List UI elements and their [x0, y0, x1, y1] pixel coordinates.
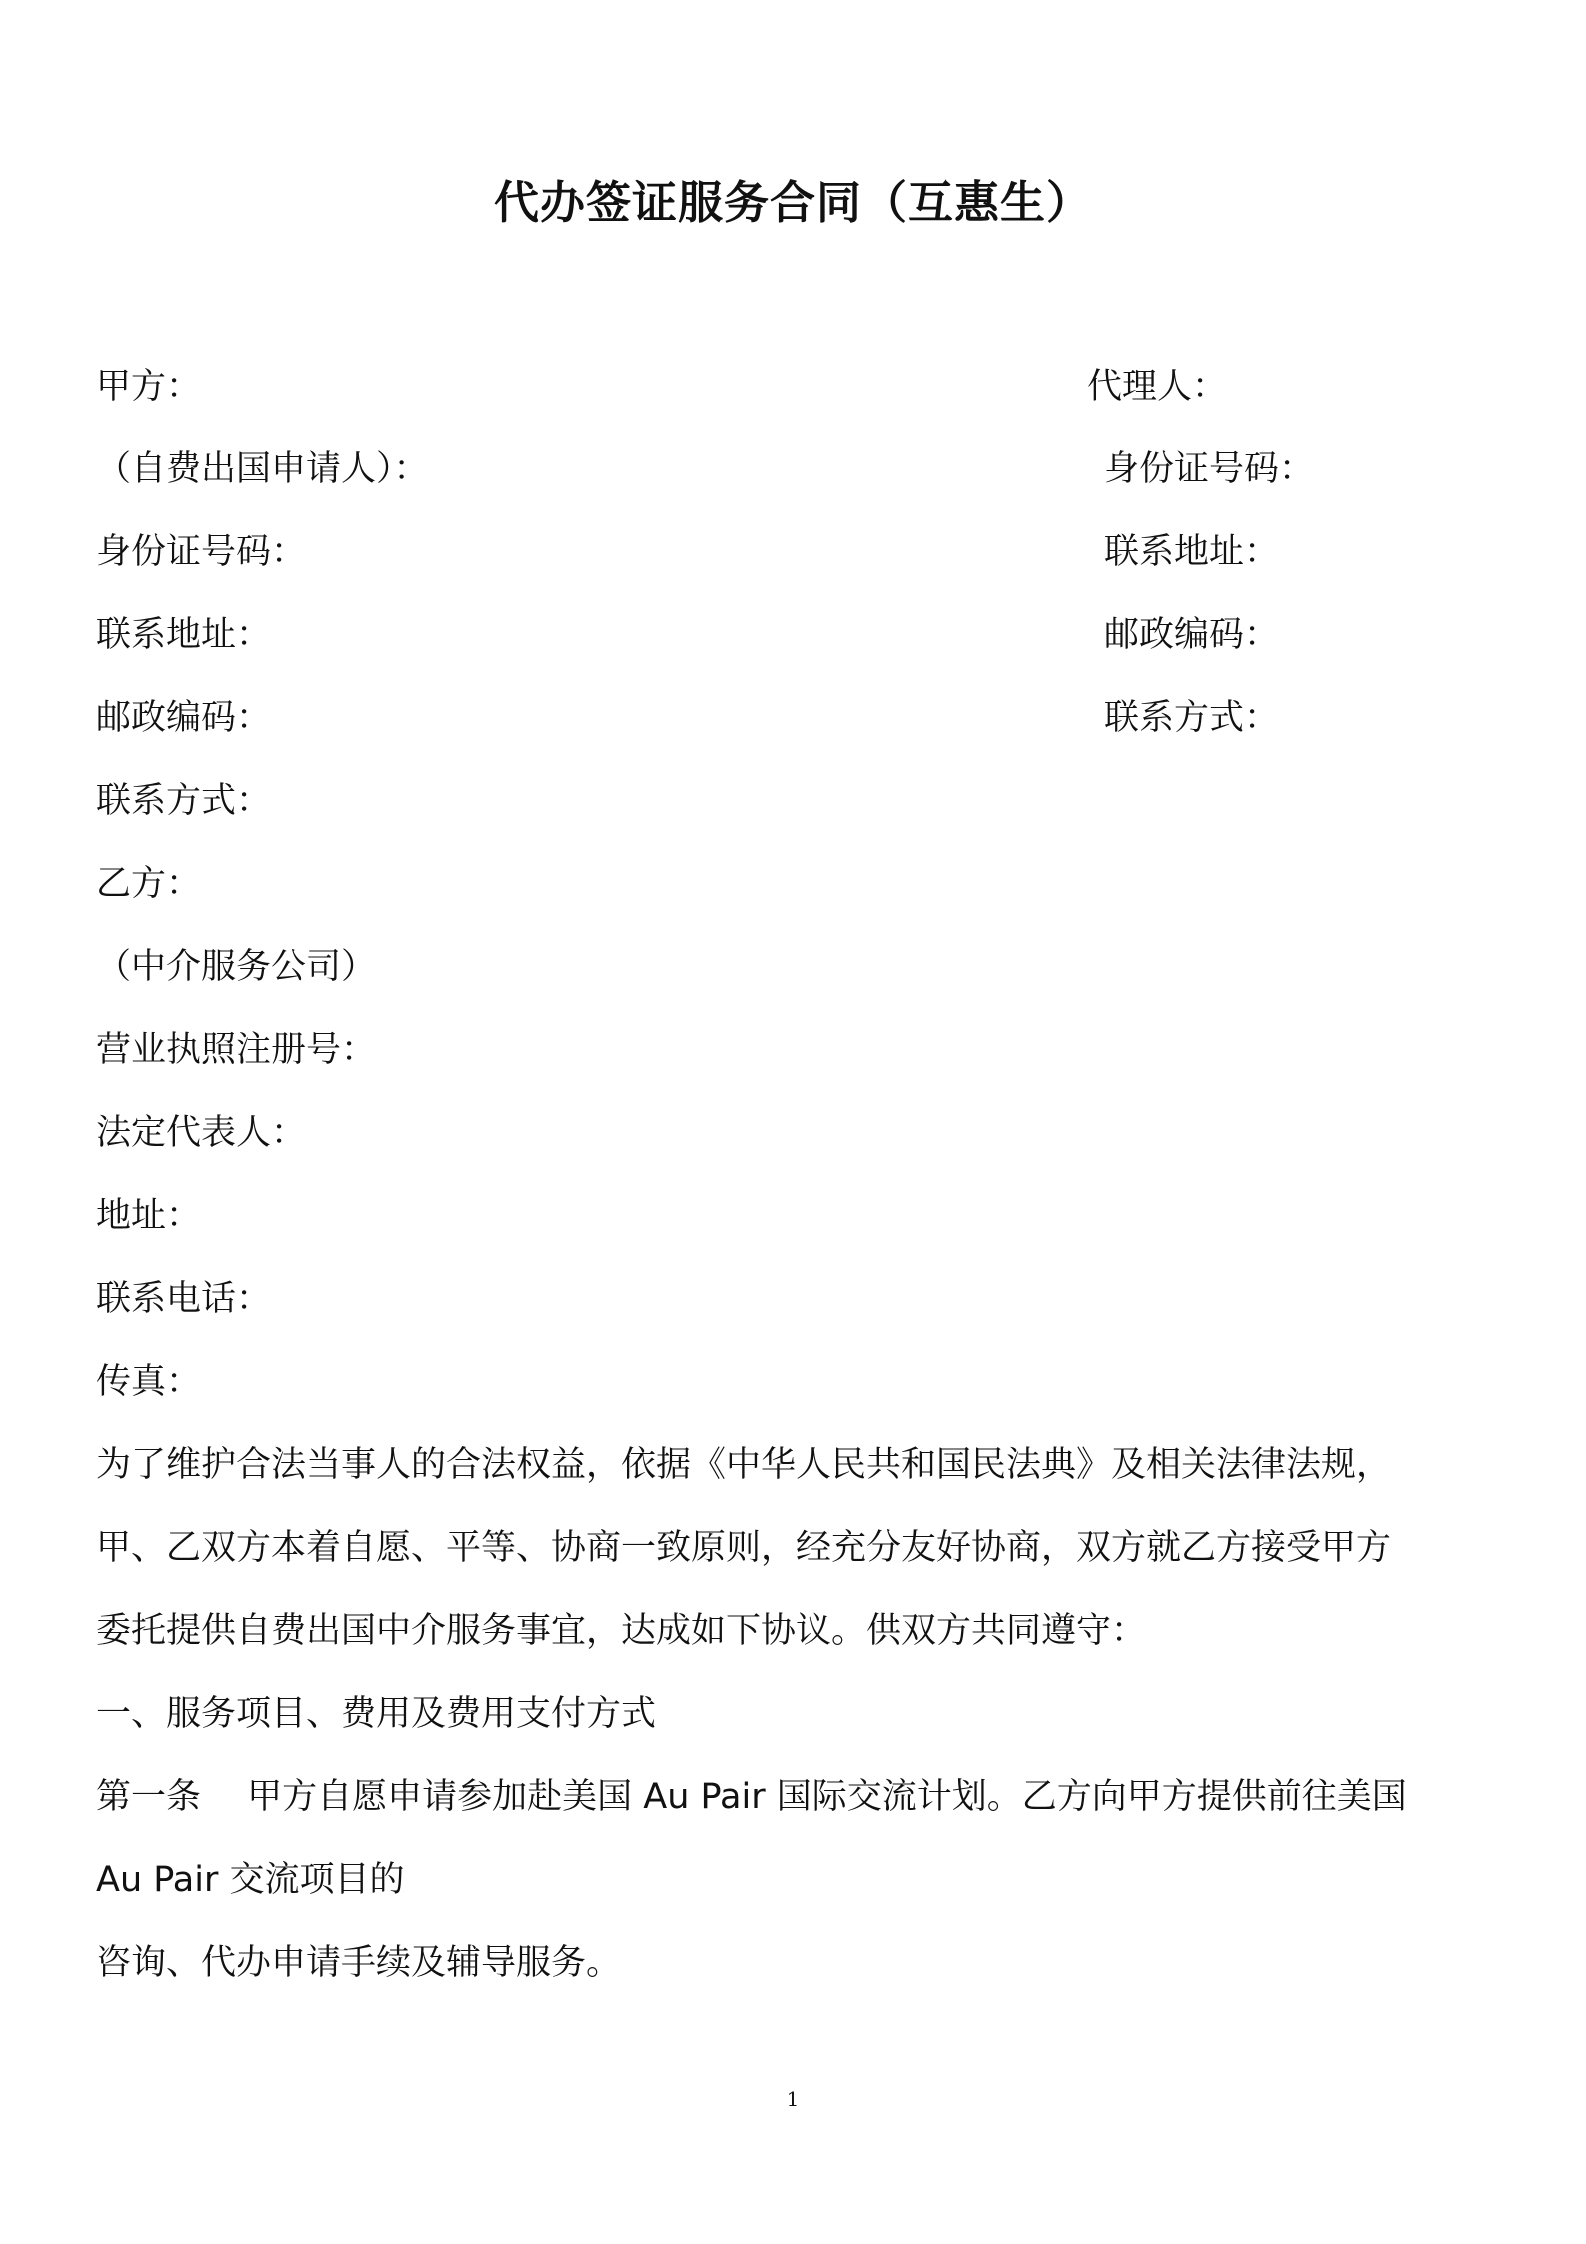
section-heading: 一、服务项目、费用及费用支付方式 — [96, 1694, 657, 1734]
article-line: 第一条 甲方自愿申请参加赴美国 Au Pair 国际交流计划。乙方向甲方提供前往美国 — [96, 1777, 1407, 1817]
party-b-label: 乙方： — [96, 864, 202, 904]
party-b-legal-rep: 法定代表人： — [96, 1113, 307, 1153]
party-a-contact: 联系方式： — [96, 781, 272, 821]
agent-label: 代理人： — [1087, 367, 1228, 407]
agent-address: 联系地址： — [1104, 532, 1280, 572]
party-b-role: （中介服务公司） — [96, 947, 377, 987]
party-a-label: 甲方： — [96, 367, 202, 407]
party-a-address: 联系地址： — [96, 615, 272, 655]
party-a-id-number: 身份证号码： — [96, 532, 307, 572]
agent-id-number: 身份证号码： — [1104, 449, 1315, 489]
preamble-line: 为了维护合法当事人的合法权益，依据《中华人民共和国民法典》及相关法律法规， — [96, 1445, 1392, 1485]
preamble-line: 委托提供自费出国中介服务事宜，达成如下协议。供双方共同遵守： — [96, 1611, 1147, 1651]
document-title: 代办签证服务合同（互惠生） — [493, 176, 1092, 229]
party-b-license: 营业执照注册号： — [96, 1030, 377, 1070]
party-b-address: 地址： — [96, 1196, 202, 1236]
preamble-line: 甲、乙双方本着自愿、平等、协商一致原则，经充分友好协商，双方就乙方接受甲方 — [96, 1528, 1392, 1568]
article-line: 咨询、代办申请手续及辅导服务。 — [96, 1943, 622, 1983]
agent-contact: 联系方式： — [1104, 698, 1280, 738]
page-number: 1 — [786, 2087, 800, 2111]
party-a-postal-code: 邮政编码： — [96, 698, 272, 738]
party-a-role: （自费出国申请人）： — [96, 449, 429, 489]
agent-postal-code: 邮政编码： — [1104, 615, 1280, 655]
party-b-fax: 传真： — [96, 1362, 202, 1402]
party-b-phone: 联系电话： — [96, 1279, 272, 1319]
article-line: Au Pair 交流项目的 — [96, 1860, 405, 1900]
